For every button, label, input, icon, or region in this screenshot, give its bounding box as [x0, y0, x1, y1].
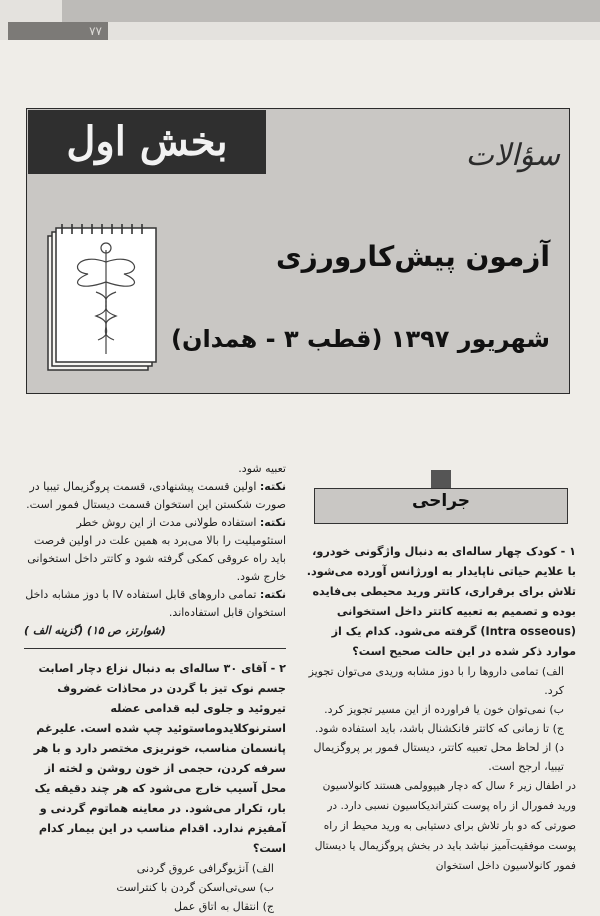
continued-text: تعبیه شود.	[238, 462, 286, 475]
question-1-text: ۱ - کودک چهار ساله‌ای به دنبال واژگونی خودرو، با علایم حیاتی ناپایدار به اورژانس آورده می‌شود. تلاش برای برقراری، کاتتر ورید محیطی بی‌فایده بوده و تصمیم به تعبیه کاتتر داخل استخوانی (Intra osseous) گرفته می‌شود. کدام یک از موارد ذکر شده در این حالت صحیح است؟	[306, 545, 576, 658]
question-2-option: الف) آنژیوگرافی عروق گردنی	[136, 862, 274, 875]
note-text: تمامی داروهای قابل استفاده IV با دوز مشابه داخل استخوان قابل استفاده‌اند.	[25, 588, 286, 619]
question-1-option: ب) نمی‌توان خون یا فراورده از این مسیر تجویز کرد.	[324, 703, 564, 716]
header-gray-band	[62, 0, 600, 22]
note-text: استفاده طولانی مدت از این روش خطر استئومیلیت را بالا می‌برد به همین علت در اولین فرصت باید راه عروقی کمکی گرفته شود و کاتتر داخل استخوانی خارج شود.	[27, 516, 286, 583]
question-1-option: الف) تمامی داروها را با دوز مشابه وریدی می‌توان تجویز کرد.	[308, 665, 564, 697]
note-block	[24, 514, 286, 586]
page-number: ٧٧	[8, 22, 108, 40]
question-2-text: ۲ - آقای ۳۰ ساله‌ای به دنبال نزاع دچار اصابت جسم نوک تیز با گردن در محاذات غضروف تیروئید و جلوی لبه قدامی عضله استرنوکلایدوماستوئید چپ شده است. علیرغم پانسمان مناسب، خونریزی مختصر دارد و با هر سرفه کردن، حجمی از خون روشن و لخته از محل آسیب خارج می‌شود که هر چند دقیقه یک بار، تکرار می‌شود. در معاینه هماتوم گردنی و آمفیزم ندارد. اقدام مناسب در این بیمار کدام است؟	[33, 662, 286, 855]
section-tab-knob	[431, 470, 451, 490]
question-1-option: ج) تا زمانی که کاتتر فانکشنال باشد، باید استفاده شود.	[314, 722, 564, 735]
top-header-strip	[0, 0, 600, 40]
section-label: جراحی	[411, 491, 471, 511]
right-column	[306, 470, 576, 876]
note-block	[24, 586, 286, 622]
chapter-subtitle: سؤالات	[465, 138, 560, 173]
question-2-option: ب) سی‌تی‌اسکن گردن با کنتراست	[116, 881, 274, 894]
section-tab	[306, 470, 576, 528]
note-label: نکته:	[259, 480, 286, 493]
question-1-option: د) از لحاظ محل تعبیه کاتتر، دیستال فمور بر پروگزیمال تیبیا، ارجح است.	[313, 741, 564, 773]
chapter-banner	[28, 110, 266, 174]
answer-explanation: در اطفال زیر ۶ سال که دچار هیپوولمی هستند کانولاسیون ورید فمورال از راه پوست کنتراندیکاسیون نسبی دارد. در صورتی که دو بار تلاش برای دستیابی به ورید محیط از راه پوست موفقیت‌آمیز نباشد باید در بخش پروگزیمال یا دیستال فمور کانولاسیون داخل استخوان	[314, 780, 576, 872]
question-2-option: ج) انتقال به اتاق عمل	[174, 900, 274, 913]
caduceus-notebook-icon	[38, 222, 164, 376]
exam-title: آزمون پیش‌کارورزی	[276, 240, 550, 273]
note-text: اولین قسمت پیشنهادی، قسمت پروگزیمال تیبیا در صورت شکستن این استخوان قسمت دیستال فمور است.	[26, 480, 286, 511]
note-label: نکته:	[259, 516, 286, 529]
chapter-banner-label: بخش اول	[66, 118, 228, 165]
question-divider	[24, 648, 286, 649]
left-column	[24, 460, 286, 916]
answer-reference: ( گزینه الف) (شوارتز، ص ۱۵)	[24, 624, 166, 637]
exam-date: شهریور ۱۳۹۷ (قطب ۳ - همدان)	[171, 325, 550, 353]
note-label: نکته:	[259, 588, 286, 601]
note-block	[24, 478, 286, 514]
